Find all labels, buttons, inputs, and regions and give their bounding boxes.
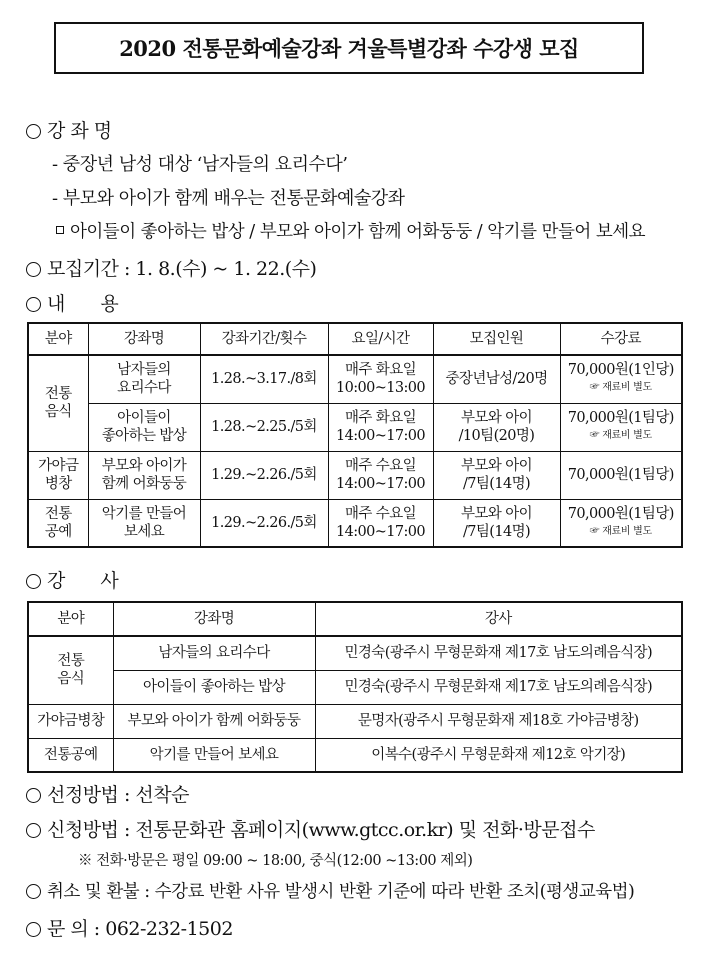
quota-cell: 중장년남성/20명 — [433, 355, 560, 403]
page-title: 2020 전통문화예술강좌 겨울특별강좌 수강생 모집 — [54, 22, 644, 74]
circle-bullet-icon — [26, 884, 41, 899]
field-cell: 전통공예 — [28, 738, 113, 772]
course-name-cell: 악기를 만들어 보세요 — [88, 499, 200, 547]
table-row — [28, 499, 682, 547]
circle-bullet-icon — [26, 262, 41, 277]
header-cell: 수강료 — [560, 323, 682, 355]
field-cell: 전통 공예 — [28, 499, 88, 547]
field-cell: 전통 음식 — [28, 355, 88, 451]
application-note: ※ 전화·방문은 평일 09:00 ~ 18:00, 중식(12:00 ~13:00 제외) — [78, 853, 473, 869]
refund-policy: 취소 및 환불 : 수강료 반환 사유 발생시 반환 기준에 따라 반환 조치(평생교육법) — [26, 878, 634, 903]
header-cell: 강좌명 — [88, 323, 200, 355]
course-name-cell: 아이들이 좋아하는 밥상 — [113, 670, 315, 704]
period-cell: 1.29.~2.26./5회 — [200, 451, 328, 499]
circle-bullet-icon — [26, 823, 41, 838]
course-name-cell: 남자들의 요리수다 — [113, 636, 315, 670]
header-cell: 분야 — [28, 602, 113, 636]
course-name-cell: 부모와 아이가 함께 어화둥둥 — [113, 704, 315, 738]
header-cell: 분야 — [28, 323, 88, 355]
circle-bullet-icon — [26, 922, 41, 937]
fee-note: ☞ 재료비 별도 — [589, 382, 652, 394]
course-item-1: - 중장년 남성 대상 ‘남자들의 요리수다’ — [52, 154, 348, 175]
fee-cell: 70,000원(1팀당) ☞ 재료비 별도 — [560, 499, 682, 547]
fee-cell: 70,000원(1인당) ☞ 재료비 별도 — [560, 355, 682, 403]
circle-bullet-icon — [26, 788, 41, 803]
content-heading: 내 용 — [26, 289, 118, 316]
field-cell: 가야금 병창 — [28, 451, 88, 499]
instructor-heading: 강 사 — [26, 566, 118, 593]
fee-note: ☞ 재료비 별도 — [589, 525, 652, 537]
course-name-cell: 악기를 만들어 보세요 — [113, 738, 315, 772]
course-name-cell: 아이들이 좋아하는 밥상 — [88, 403, 200, 451]
circle-bullet-icon — [26, 574, 41, 589]
teacher-cell: 민경숙(광주시 무형문화재 제17호 남도의례음식장) — [315, 636, 682, 670]
header-cell: 요일/시간 — [328, 323, 433, 355]
header-cell: 모집인원 — [433, 323, 560, 355]
course-name-cell: 남자들의 요리수다 — [88, 355, 200, 403]
course-table-header — [28, 323, 682, 355]
teacher-cell: 문명자(광주시 무형문화재 제18호 가야금병창) — [315, 704, 682, 738]
teacher-cell: 민경숙(광주시 무형문화재 제17호 남도의례음식장) — [315, 670, 682, 704]
field-cell: 가야금병창 — [28, 704, 113, 738]
instructor-table — [27, 601, 683, 773]
circle-bullet-icon — [26, 297, 41, 312]
table-row — [28, 670, 682, 704]
application-method: 신청방법 : 전통문화관 홈페이지(www.gtcc.or.kr) 및 전화·방문접수 — [26, 815, 595, 842]
course-sub-item: 아이들이 좋아하는 밥상 / 부모와 아이가 함께 어화둥둥 / 악기를 만들어 보세요 — [56, 218, 645, 243]
table-row — [28, 636, 682, 670]
header-cell: 강사 — [315, 602, 682, 636]
square-bullet-icon — [56, 226, 64, 234]
instructor-table-header — [28, 602, 682, 636]
table-row — [28, 403, 682, 451]
table-row — [28, 704, 682, 738]
fee-cell: 70,000원(1팀당) — [560, 451, 682, 499]
circle-bullet-icon — [26, 124, 41, 139]
field-cell: 전통 음식 — [28, 636, 113, 704]
recruit-period: 모집기간 : 1. 8.(수) ~ 1. 22.(수) — [26, 254, 316, 281]
table-row — [28, 355, 682, 403]
table-row — [28, 451, 682, 499]
period-cell: 1.28.~2.25./5회 — [200, 403, 328, 451]
fee-note: ☞ 재료비 별도 — [589, 430, 652, 441]
header-cell: 강좌기간/횟수 — [200, 323, 328, 355]
contact-info: 문 의 : 062-232-1502 — [26, 914, 233, 941]
quota-cell: 부모와 아이 /7팀(14명) — [433, 499, 560, 547]
course-item-2: - 부모와 아이가 함께 배우는 전통문화예술강좌 — [52, 188, 405, 209]
time-cell: 매주 화요일 14:00~17:00 — [328, 403, 433, 451]
header-cell: 강좌명 — [113, 602, 315, 636]
quota-cell: 부모와 아이 /10팀(20명) — [433, 403, 560, 451]
teacher-cell: 이복수(광주시 무형문화재 제12호 악기장) — [315, 738, 682, 772]
period-cell: 1.28.~3.17./8회 — [200, 355, 328, 403]
quota-cell: 부모와 아이 /7팀(14명) — [433, 451, 560, 499]
course-table — [27, 322, 683, 548]
time-cell: 매주 수요일 14:00~17:00 — [328, 451, 433, 499]
selection-method: 선정방법 : 선착순 — [26, 780, 189, 807]
course-name-cell: 부모와 아이가 함께 어화둥둥 — [88, 451, 200, 499]
time-cell: 매주 수요일 14:00~17:00 — [328, 499, 433, 547]
time-cell: 매주 화요일 10:00~13:00 — [328, 355, 433, 403]
period-cell: 1.29.~2.26./5회 — [200, 499, 328, 547]
table-row — [28, 738, 682, 772]
fee-cell: 70,000원(1팀당) ☞ 재료비 별도 — [560, 403, 682, 451]
course-name-heading: 강 좌 명 — [26, 116, 112, 143]
